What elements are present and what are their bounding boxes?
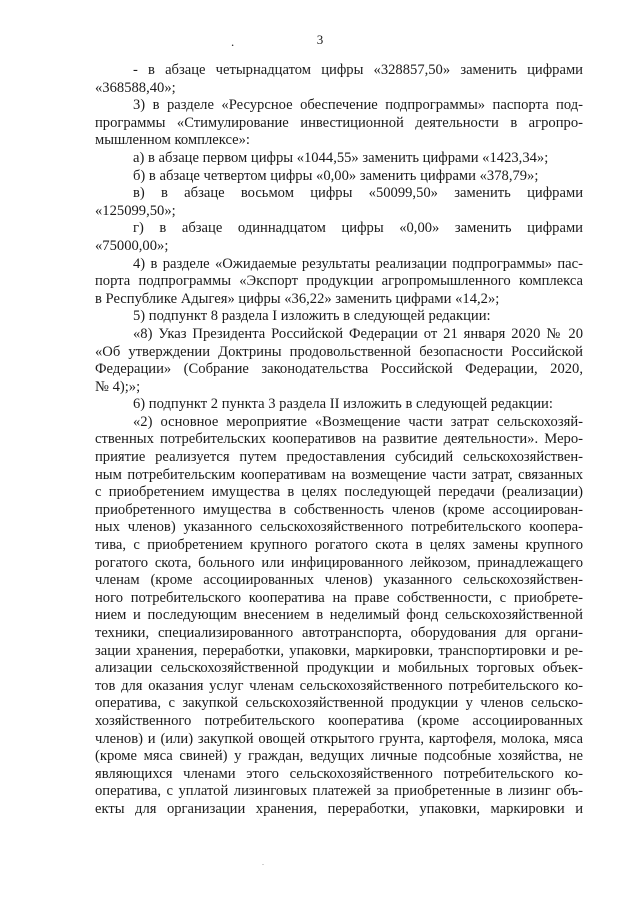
text-line: зации хранения, переработки, упаковки, маркировки, транспортировки и ре-	[95, 642, 583, 659]
text-line: ным потребительским кооперативам на возмещение части затрат, связанных	[95, 466, 583, 483]
text-line: а) в абзаце первом цифры «1044,55» заменить цифрами «1423,34»;	[133, 149, 549, 166]
text-line: ного потребительского кооператива на праве собственности, с приобрете-	[95, 589, 583, 606]
document-body	[95, 62, 583, 819]
paragraph	[95, 414, 583, 819]
text-line: нием и последующим внесением в неделимый фонд сельскохозяйственной	[95, 607, 583, 624]
paragraph	[95, 168, 583, 186]
text-line: с приобретением имущества в целях последующей передачи (реализации)	[95, 484, 583, 501]
text-line: оператива, с уплатой лизинговых платежей за приобретенные в лизинг объ-	[95, 783, 583, 800]
text-line: 4) в разделе «Ожидаемые результаты реализации подпрограммы» пас-	[133, 255, 583, 272]
text-line: оператива, с закупкой сельскохозяйственной продукции у членов сельско-	[95, 695, 583, 712]
text-line: в Республике Адыгея» цифры «36,22» заменить цифрами «14,2»;	[95, 290, 500, 307]
text-line: «368588,40»;	[95, 79, 176, 96]
paragraph	[95, 150, 583, 168]
text-line: рогатого скота, больного или инфицированного лейкозом, принадлежащего	[95, 554, 583, 571]
paragraph	[95, 308, 583, 326]
text-line: (кроме мяса свиней) у граждан, ведущих личные подсобные хозяйства, не	[95, 748, 583, 765]
text-line: 6) подпункт 2 пункта 3 раздела II изложить в следующей редакции:	[133, 396, 553, 413]
text-line: приобретенного имущества в собственность членов (кроме ассоциирован-	[95, 501, 583, 518]
paragraph	[95, 97, 583, 150]
text-line: программы «Стимулирование инвестиционной деятельности в агропро-	[95, 114, 583, 131]
text-line: ных членов) указанного сельскохозяйственного потребительского коопера-	[95, 519, 583, 536]
text-line: г) в абзаце одиннадцатом цифры «0,00» заменить цифрами	[133, 220, 583, 237]
text-line: «75000,00»;	[95, 237, 169, 254]
paragraph	[95, 396, 583, 414]
page-dot-mark: .	[231, 34, 235, 49]
text-line: тива, с приобретением крупного рогатого скота в целях замены крупного	[95, 537, 583, 554]
paragraph	[95, 220, 583, 255]
text-line: «2) основное мероприятие «Возмещение части затрат сельскохозяй-	[133, 413, 583, 430]
text-line: екты для организации хранения, переработки, упаковки, маркировки и	[95, 800, 583, 817]
text-line: № 4);»;	[95, 378, 141, 395]
text-line: «8) Указ Президента Российской Федерации от 21 января 2020 № 20	[133, 325, 583, 342]
text-line: в) в абзаце восьмом цифры «50099,50» заменить цифрами	[133, 185, 583, 202]
text-line: «Об утверждении Доктрины продовольственной безопасности Российской	[95, 343, 583, 360]
text-line: 3) в разделе «Ресурсное обеспечение подпрограммы» паспорта под-	[133, 97, 583, 114]
text-line: приятие реализуется путем предоставления субсидий сельскохозяйствен-	[95, 449, 583, 466]
text-line: ализации сельскохозяйственной продукции и мобильных торговых объек-	[95, 660, 583, 677]
paragraph	[95, 256, 583, 309]
text-line: членам (кроме ассоциированных членов) указанного сельскохозяйствен-	[95, 572, 583, 589]
text-line: Федерации» (Собрание законодательства Российской Федерации, 2020,	[95, 361, 583, 378]
text-line: - в абзаце четырнадцатом цифры «328857,50» заменить цифрами	[133, 62, 583, 78]
text-line: 5) подпункт 8 раздела I изложить в следующей редакции:	[133, 308, 491, 325]
text-line: б) в абзаце четвертом цифры «0,00» заменить цифрами «378,79»;	[133, 167, 539, 184]
page-number: 3	[316, 32, 324, 47]
text-line: техники, специализированного автотранспорта, оборудования для органи-	[95, 625, 583, 641]
scan-artifact-dot: .	[262, 858, 264, 867]
text-line: хозяйственного потребительского кооператива (кроме ассоциированных	[95, 712, 583, 729]
paragraph	[95, 185, 583, 220]
text-line: тов для оказания услуг членам сельскохозяйственного потребительского ко-	[95, 677, 583, 694]
text-line: ственных потребительских кооперативов на развитие деятельности». Меро-	[95, 431, 583, 448]
paragraph	[95, 62, 583, 97]
paragraph	[95, 326, 583, 396]
text-line: членов) и (или) закупкой овощей открытого грунта, картофеля, молока, мяса	[95, 730, 583, 747]
text-line: «125099,50»;	[95, 202, 176, 219]
text-line: являющихся членами этого сельскохозяйственного потребительского ко-	[95, 765, 583, 782]
text-line: мышленном комплексе»:	[95, 132, 250, 149]
text-line: порта подпрограммы «Экспорт продукции агропромышленного комплекса	[95, 273, 583, 290]
